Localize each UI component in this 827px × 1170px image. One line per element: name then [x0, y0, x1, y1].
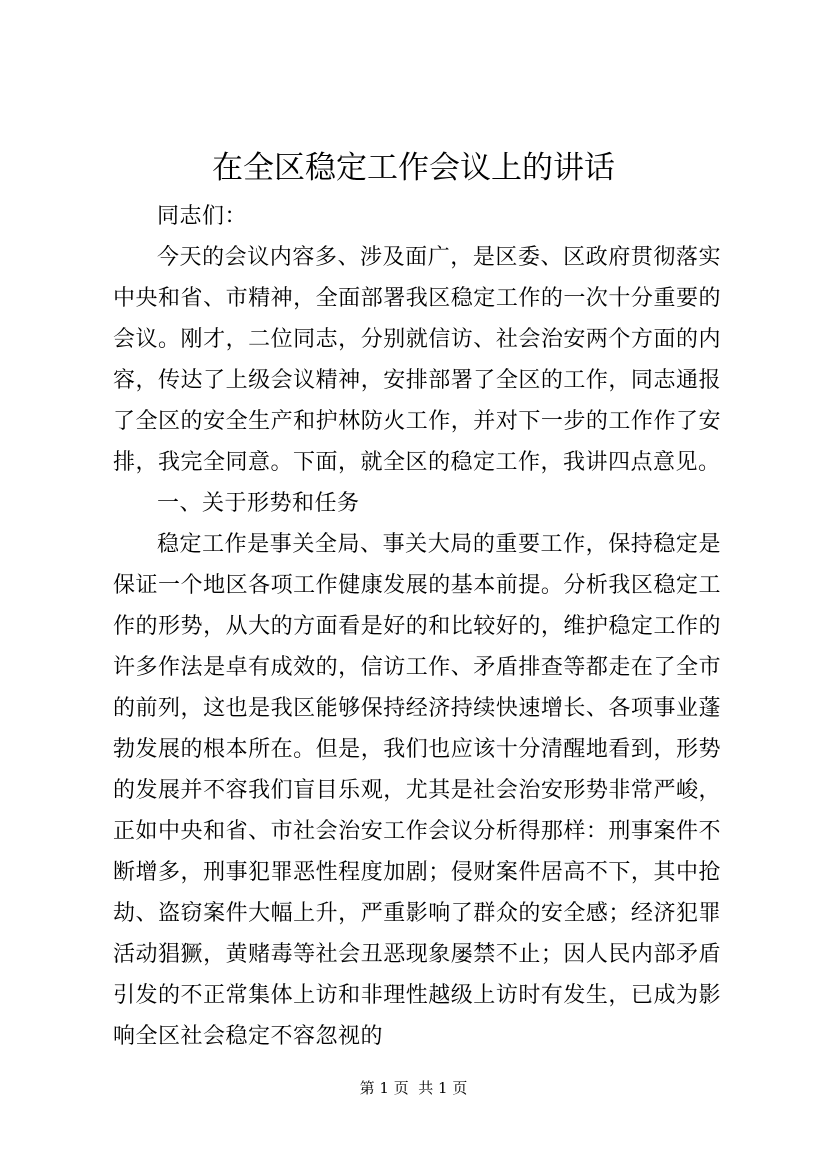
paragraph-situation: 稳定工作是事关全局、事关大局的重要工作，保持稳定是保证一个地区各项工作健康发展的基本前提。分析我区稳定工作的形势，从大的方面看是好的和比较好的，维护稳定工作的许多作法是卓有成效的，信访工作、矛盾排查等都走在了全市的前列，这也是我区能够保持经济持续快速增长、各项事业蓬勃发展的根本所在。但是，我们也应该十分清醒地看到，形势的发展并不容我们盲目乐观，尤其是社会治安形势非常严峻，正如中央和省、市社会治安工作会议分析得那样：刑事案件不断增多，刑事犯罪恶性程度加剧；侵财案件居高不下，其中抢劫、盗窃案件大幅上升，严重影响了群众的安全感；经济犯罪活动猖獗，黄赌毒等社会丑恶现象屡禁不止；因人民内部矛盾引发的不正常集体上访和非理性越级上访时有发生，已成为影响全区社会稳定不容忽视的	[113, 532, 721, 1049]
section-heading: 一、关于形势和任务	[157, 491, 360, 516]
page-footer: 第 1 页 共 1 页	[359, 1079, 468, 1097]
paragraph-intro: 今天的会议内容多、涉及面广，是区委、区政府贯彻落实中央和省、市精神，全面部署我区稳定工作的一次十分重要的会议。刚才，二位同志，分别就信访、社会治安两个方面的内容，传达了上级会议精神，安排部署了全区的工作，同志通报了全区的安全生产和护林防火工作，并对下一步的工作作了安排，我完全同意。下面，就全区的稳定工作，我讲四点意见。	[113, 245, 721, 475]
salutation: 同志们：	[157, 204, 248, 229]
document-body	[113, 196, 721, 1057]
document-title: 在全区稳定工作会议上的讲话	[212, 150, 615, 186]
